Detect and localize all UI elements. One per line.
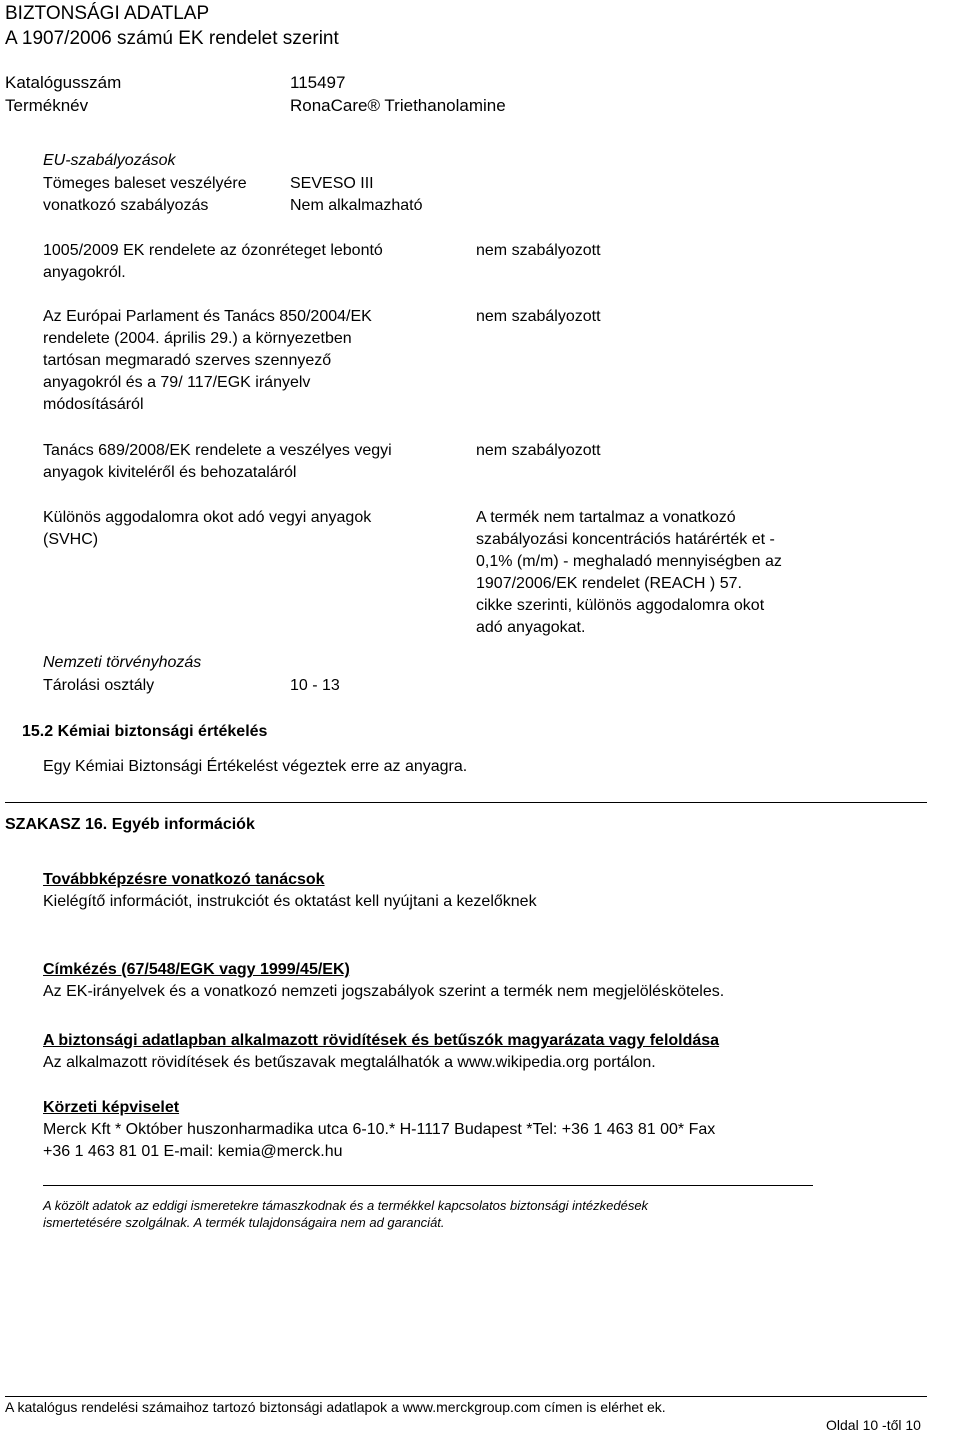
national-heading: Nemzeti törvényhozás xyxy=(43,654,202,671)
section-16-heading: SZAKASZ 16. Egyéb információk xyxy=(5,816,255,833)
reg-pop-status: nem szabályozott xyxy=(476,308,601,325)
labelling-heading: Címkézés (67/548/EGK vagy 1999/45/EK) xyxy=(43,961,350,978)
reg-ozone-status: nem szabályozott xyxy=(476,242,601,259)
reg-svhc-text: Különös aggodalomra okot adó vegyi anyagok (SVHC) xyxy=(43,509,372,548)
footer-rule xyxy=(5,1396,927,1397)
training-text: Kielégítő információt, instrukciót és oktatást kell nyújtani a kezelőknek xyxy=(43,893,537,910)
storage-class-label: Tárolási osztály xyxy=(43,677,155,694)
product-value: RonaCare® Triethanolamine xyxy=(290,96,506,115)
document-title: BIZTONSÁGI ADATLAP xyxy=(5,3,210,24)
catalog-value: 115497 xyxy=(290,73,346,92)
document-subtitle: A 1907/2006 számú EK rendelet szerint xyxy=(5,28,339,49)
reg-export-text: Tanács 689/2008/EK rendelete a veszélyes vegyi anyagok kiviteléről és behozataláról xyxy=(43,442,392,481)
eu-heading: EU-szabályozások xyxy=(43,152,176,169)
disclaimer-text: A közölt adatok az eddigi ismeretekre támaszkodnak és a termékkel kapcsolatos biztonsági intézkedések ismertetésére szolgálnak. A termék tulajdonságaira nem ad garanciát. xyxy=(43,1198,649,1230)
catalog-label: Katalógusszám xyxy=(5,73,122,92)
section-16-rule xyxy=(5,802,927,803)
abbreviations-heading: A biztonsági adatlapban alkalmazott rövidítések és betűszók magyarázata vagy feloldása xyxy=(43,1032,720,1049)
representative-heading: Körzeti képviselet xyxy=(43,1099,180,1116)
seveso-label: Tömeges baleset veszélyére vonatkozó szabályozás xyxy=(43,175,247,214)
reg-export-status: nem szabályozott xyxy=(476,442,601,459)
page-number: Oldal 10 -től 10 xyxy=(826,1417,921,1433)
representative-text: Merck Kft * Október huszonharmadika utca 6-10.* H-1117 Budapest *Tel: +36 1 463 81 00* Fax +36 1 463 81 01 E-mail: kemia@merck.hu xyxy=(43,1121,716,1160)
reg-svhc-status: A termék nem tartalmaz a vonatkozó szabályozási koncentrációs határérték et - 0,1% (m/m) - meghaladó mennyiségben az 1907/2006/EK rendelet (REACH ) 57. cikke szerinti, különös aggodalomra okot adó anyagokat. xyxy=(476,509,782,636)
seveso-value: SEVESO III Nem alkalmazható xyxy=(290,175,423,214)
reg-ozone-text: 1005/2009 EK rendelete az ózonréteget lebontó anyagokról. xyxy=(43,242,383,281)
product-label: Terméknév xyxy=(5,96,89,115)
training-heading: Továbbképzésre vonatkozó tanácsok xyxy=(43,871,325,888)
section-15-2-text: Egy Kémiai Biztonsági Értékelést végeztek erre az anyagra. xyxy=(43,758,468,775)
section-15-2-heading: 15.2 Kémiai biztonsági értékelés xyxy=(22,723,268,740)
storage-class-value: 10 - 13 xyxy=(290,677,340,694)
abbreviations-text: Az alkalmazott rövidítések és betűszavak megtalálhatók a www.wikipedia.org portálon. xyxy=(43,1054,656,1071)
footer-text: A katalógus rendelési számaihoz tartozó biztonsági adatlapok a www.merckgroup.com címen is elérhet ek. xyxy=(5,1399,666,1415)
reg-pop-text: Az Európai Parlament és Tanács 850/2004/EK rendelete (2004. április 29.) a környezetben tartósan megmaradó szerves szennyező anyagokról és a 79/ 117/EGK irányelv módosításáról xyxy=(43,308,372,413)
labelling-text: Az EK-irányelvek és a vonatkozó nemzeti jogszabályok szerint a termék nem megjelölésköteles. xyxy=(43,983,725,1000)
disclaimer-rule xyxy=(43,1185,813,1186)
